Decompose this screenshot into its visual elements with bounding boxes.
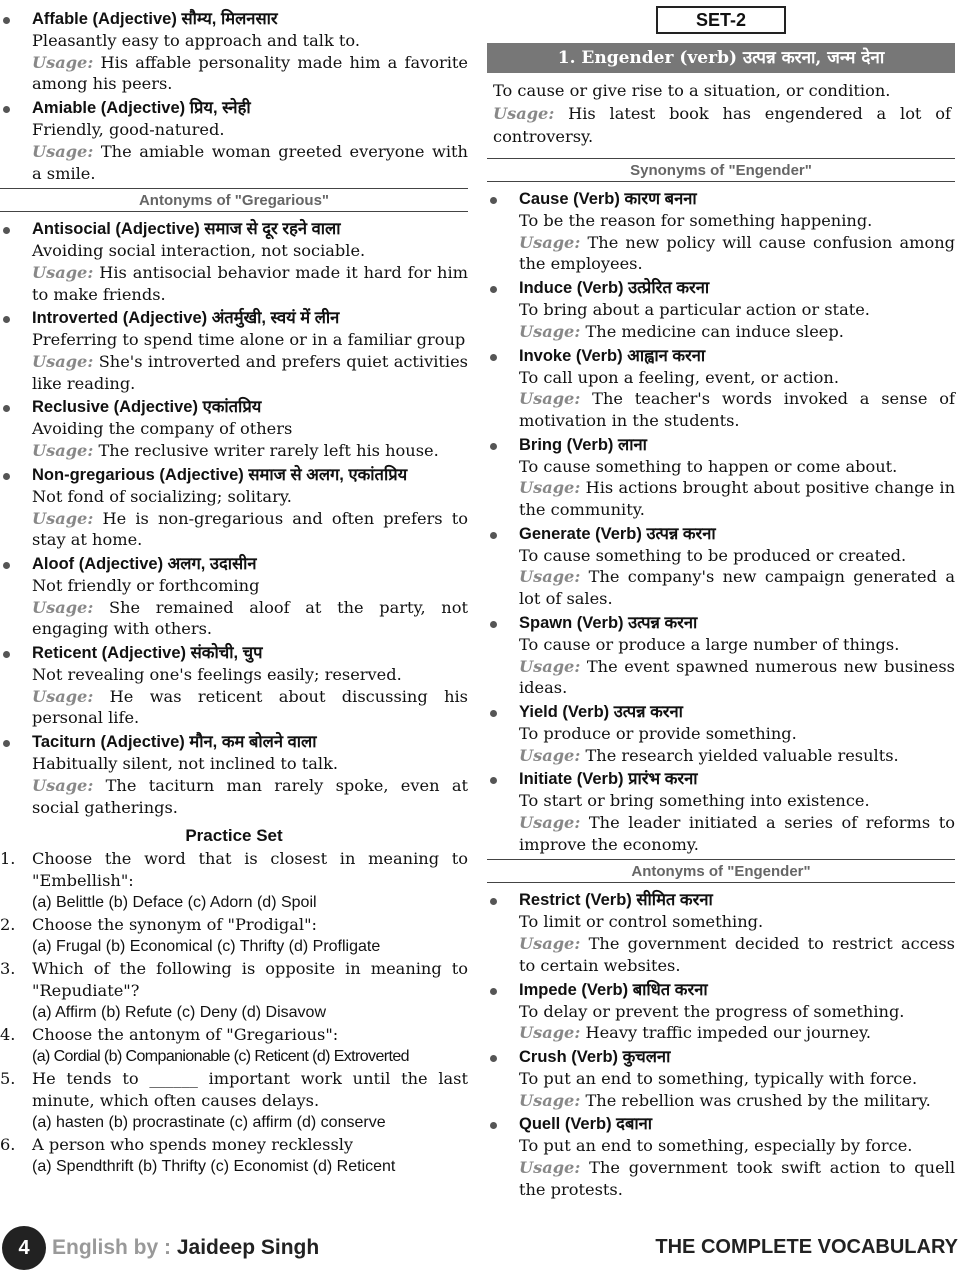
usage-label: Usage:: [519, 567, 581, 587]
entry-usage: [32, 351, 468, 394]
bullet-icon: [490, 621, 497, 628]
entry-definition: Not fond of socializing; solitary.: [32, 486, 292, 506]
footer-author: [52, 1236, 319, 1260]
word-entry: [487, 277, 955, 342]
entry-headword: Impede (Verb) बाधित करना: [519, 980, 708, 999]
usage-label: Usage:: [32, 52, 94, 72]
entry-definition: To call upon a feeling, event, or action.: [519, 367, 840, 387]
antonyms-gregarious-list: [0, 218, 468, 818]
question-number: 3.: [0, 959, 16, 979]
entry-usage-text: Heavy traffic impeded our journey.: [585, 1023, 872, 1043]
entry-headword: Amiable (Adjective) प्रिय, स्नेही: [32, 99, 251, 118]
word-entry: [487, 1113, 955, 1200]
entry-usage: [32, 440, 468, 462]
bullet-icon: [490, 1055, 497, 1062]
entry-usage: [519, 477, 955, 520]
entry-usage-text: His actions brought about positive change in the community.: [519, 478, 955, 520]
entry-headword: Invoke (Verb) आह्वान करना: [519, 346, 706, 365]
entry-definition: Not revealing one's feelings easily; reserved.: [32, 665, 402, 685]
usage-label: Usage:: [493, 104, 555, 123]
word-entry: [0, 396, 468, 461]
entry-usage: [519, 812, 955, 855]
bullet-icon: [3, 562, 10, 569]
entry-headword: Antisocial (Adjective) समाज से दूर रहने वाला: [32, 220, 341, 239]
practice-question: [0, 1024, 468, 1068]
usage-label: Usage:: [32, 352, 94, 372]
usage-label: Usage:: [519, 478, 581, 498]
word-entry: [0, 642, 468, 729]
footer-author-name: Jaideep Singh: [176, 1236, 320, 1259]
entry-definition: To limit or control something.: [519, 912, 764, 932]
antonyms-gregarious-title: Antonyms of "Gregarious": [0, 188, 468, 212]
entry-usage: [519, 1157, 955, 1200]
synonyms-engender-list: [487, 188, 955, 855]
bullet-icon: [3, 316, 10, 323]
antonyms-engender-title: Antonyms of "Engender": [487, 859, 955, 883]
entry-usage-text: He was reticent about discussing his personal life.: [32, 686, 468, 728]
bullet-icon: [490, 898, 497, 905]
entry-headword: Restrict (Verb) सीमित करना: [519, 891, 713, 910]
word-entry: [0, 218, 468, 305]
entry-usage-text: The taciturn man rarely spoke, even at social gatherings.: [32, 775, 468, 817]
question-options: (a) Affirm (b) Refute (c) Deny (d) Disavow: [32, 1004, 326, 1022]
entry-usage: [519, 745, 955, 767]
entry-definition: Friendly, good-natured.: [32, 120, 225, 140]
footer-book-title: THE COMPLETE VOCABULARY: [655, 1236, 958, 1258]
entry-usage-text: The teacher's words invoked a sense of motivation in the students.: [519, 389, 955, 430]
entry-usage: [32, 52, 468, 95]
bullet-icon: [3, 17, 10, 24]
left-column: [0, 0, 468, 1178]
bullet-icon: [3, 651, 10, 658]
entry-usage-text: The new policy will cause confusion among the employees.: [519, 232, 955, 274]
question-options: (a) Spendthrift (b) Thrifty (c) Economist (d) Reticent: [32, 1158, 396, 1176]
usage-label: Usage:: [519, 1158, 581, 1178]
entry-usage: [32, 262, 468, 305]
practice-question: [0, 1134, 468, 1178]
entry-usage-text: The government decided to restrict access to certain websites.: [519, 934, 955, 975]
bullet-icon: [490, 354, 497, 361]
right-column: [487, 0, 955, 1203]
entry-usage-text: The leader initiated a series of reforms to improve the economy.: [519, 813, 955, 854]
question-text: A person who spends money recklessly: [32, 1135, 354, 1155]
entry-headword: Generate (Verb) उत्पन्न करना: [519, 524, 716, 543]
entry-definition: Avoiding the company of others: [32, 419, 293, 439]
practice-question: [0, 848, 468, 914]
bullet-icon: [490, 197, 497, 204]
word-entry: [0, 8, 468, 95]
word-entry: [0, 553, 468, 640]
entry-definition: Avoiding social interaction, not sociable.: [32, 241, 366, 261]
question-text: Choose the antonym of "Gregarious":: [32, 1025, 339, 1045]
entry-usage-text: The company's new campaign generated a lot of sales.: [519, 567, 955, 609]
entry-usage-text: The event spawned numerous new business ideas.: [519, 656, 955, 698]
word-entry: [487, 889, 955, 976]
usage-label: Usage:: [519, 934, 581, 954]
question-number: 4.: [0, 1025, 16, 1045]
word-entry: [487, 434, 955, 521]
entry-headword: Aloof (Adjective) अलग, उदासीन: [32, 554, 257, 573]
entries-top: [0, 0, 468, 184]
entry-usage-text: His affable personality made him a favorite among his peers.: [32, 52, 468, 94]
entry-definition: To be the reason for something happening.: [519, 211, 873, 230]
entry-usage-text: The reclusive writer rarely left his house.: [98, 441, 439, 461]
bullet-icon: [3, 405, 10, 412]
entry-definition: To cause something to happen or come about.: [519, 456, 898, 476]
usage-label: Usage:: [519, 745, 581, 765]
entry-headword: Initiate (Verb) प्रारंभ करना: [519, 770, 698, 789]
entry-usage: [519, 566, 955, 609]
practice-question: [0, 914, 468, 958]
set-label: SET-2: [656, 6, 786, 34]
word-entry: [0, 97, 468, 184]
footer-prefix: English by :: [52, 1236, 177, 1259]
entry-definition: Habitually silent, not inclined to talk.: [32, 754, 339, 774]
page-number: 4: [2, 1226, 46, 1270]
entry-usage-text: The amiable woman greeted everyone with a smile.: [32, 141, 468, 183]
entry-headword: Spawn (Verb) उत्पन्न करना: [519, 613, 698, 632]
usage-label: Usage:: [519, 1090, 581, 1110]
entry-usage: [32, 775, 468, 818]
word-entry: [487, 345, 955, 432]
entry-usage: [519, 1090, 955, 1112]
bullet-icon: [490, 1122, 497, 1129]
entry-usage: [32, 141, 468, 184]
entry-headword: Cause (Verb) कारण बनना: [519, 190, 697, 208]
entry-definition: Not friendly or forthcoming: [32, 575, 260, 595]
entry-usage: [519, 321, 955, 343]
bullet-icon: [490, 286, 497, 293]
question-text: He tends to ______ important work until the last minute, which often causes delays.: [32, 1069, 468, 1111]
word-entry: [0, 731, 468, 818]
word-entry: [0, 307, 468, 394]
usage-label: Usage:: [519, 389, 581, 409]
question-number: 1.: [0, 849, 16, 869]
entry-usage-text: The research yielded valuable results.: [585, 745, 899, 765]
bullet-icon: [490, 710, 497, 717]
entry-definition: To cause something to be produced or created.: [519, 545, 907, 565]
word-entry: [487, 701, 955, 766]
question-text: Choose the synonym of "Prodigal":: [32, 915, 318, 935]
word-intro: [487, 73, 955, 148]
entry-usage-text: He is non-gregarious and often prefers to stay at home.: [32, 508, 468, 550]
entry-usage: [32, 508, 468, 551]
entry-usage: [32, 597, 468, 640]
entry-usage: [519, 656, 955, 699]
entry-definition: To produce or provide something.: [519, 723, 797, 743]
entry-headword: Crush (Verb) कुचलना: [519, 1047, 671, 1066]
intro-usage-text: His latest book has engendered a lot of controversy.: [493, 104, 951, 146]
entry-headword: Yield (Verb) उत्पन्न करना: [519, 702, 683, 721]
usage-label: Usage:: [32, 775, 94, 795]
usage-label: Usage:: [32, 597, 94, 617]
question-options: (a) Frugal (b) Economical (c) Thrifty (d) Profligate: [32, 938, 381, 956]
practice-questions: [0, 848, 468, 1178]
intro-usage: [493, 102, 951, 148]
word-heading: 1. Engender (verb) उत्पन्न करना, जन्म देना: [487, 43, 955, 73]
entry-headword: Introverted (Adjective) अंतर्मुखी, स्वयं में लीन: [32, 309, 340, 328]
word-entry: [487, 612, 955, 699]
question-options: (a) Cordial (b) Companionable (c) Reticent (d) Extroverted: [32, 1048, 409, 1066]
synonyms-engender-title: Synonyms of "Engender": [487, 158, 955, 182]
entry-headword: Bring (Verb) लाना: [519, 435, 647, 454]
entry-definition: To delay or prevent the progress of something.: [519, 1001, 905, 1021]
entry-usage-text: The medicine can induce sleep.: [585, 321, 844, 341]
entry-definition: To start or bring something into existence.: [519, 791, 870, 811]
question-number: 5.: [0, 1069, 16, 1089]
page-footer: [0, 1224, 960, 1274]
bullet-icon: [3, 473, 10, 480]
entry-definition: To put an end to something, typically with force.: [519, 1068, 918, 1088]
word-entry: [487, 523, 955, 610]
question-text: Which of the following is opposite in meaning to "Repudiate"?: [32, 959, 468, 1001]
entry-headword: Taciturn (Adjective) मौन, कम बोलने वाला: [32, 733, 317, 752]
bullet-icon: [490, 777, 497, 784]
antonyms-engender-list: [487, 889, 955, 1200]
entry-usage: [32, 686, 468, 729]
usage-label: Usage:: [519, 232, 581, 252]
usage-label: Usage:: [32, 686, 94, 706]
intro-definition: To cause or give rise to a situation, or condition.: [493, 81, 891, 100]
usage-label: Usage:: [32, 508, 94, 528]
practice-question: [0, 958, 468, 1024]
bullet-icon: [3, 740, 10, 747]
word-entry: [487, 1046, 955, 1111]
entry-headword: Quell (Verb) दबाना: [519, 1115, 653, 1134]
entry-usage-text: The rebellion was crushed by the military.: [585, 1090, 931, 1110]
word-entry: [487, 979, 955, 1044]
entry-definition: Preferring to spend time alone or in a familiar group: [32, 330, 466, 350]
entry-headword: Induce (Verb) उत्प्रेरित करना: [519, 279, 710, 298]
word-entry: [487, 768, 955, 855]
question-number: 6.: [0, 1135, 16, 1155]
question-options: (a) Belittle (b) Deface (c) Adorn (d) Spoil: [32, 894, 317, 912]
usage-label: Usage:: [32, 441, 94, 461]
entry-usage: [519, 232, 955, 275]
entry-usage: [519, 388, 955, 431]
entry-definition: To bring about a particular action or state.: [519, 300, 870, 320]
usage-label: Usage:: [519, 656, 581, 676]
word-entry: [0, 464, 468, 551]
usage-label: Usage:: [519, 813, 581, 833]
practice-set-title: Practice Set: [185, 826, 283, 846]
usage-label: Usage:: [519, 321, 581, 341]
entry-usage-text: His antisocial behavior made it hard for him to make friends.: [32, 262, 468, 304]
usage-label: Usage:: [32, 262, 94, 282]
entry-headword: Reclusive (Adjective) एकांतप्रिय: [32, 398, 262, 417]
usage-label: Usage:: [519, 1023, 581, 1043]
bullet-icon: [490, 988, 497, 995]
entry-usage: [519, 1022, 955, 1044]
entry-definition: To cause or produce a large number of things.: [519, 634, 900, 654]
entry-usage-text: The government took swift action to quell the protests.: [519, 1158, 955, 1199]
entry-headword: Affable (Adjective) सौम्य, मिलनसार: [32, 10, 278, 28]
bullet-icon: [490, 532, 497, 539]
entry-definition: To put an end to something, especially by force.: [519, 1136, 913, 1156]
question-options: (a) hasten (b) procrastinate (c) affirm (d) conserve: [32, 1114, 386, 1132]
entry-usage: [519, 933, 955, 976]
word-entry: [487, 188, 955, 275]
usage-label: Usage:: [32, 141, 94, 161]
practice-question: [0, 1068, 468, 1134]
entry-definition: Pleasantly easy to approach and talk to.: [32, 31, 361, 50]
entry-usage-text: She's introverted and prefers quiet activities like reading.: [32, 352, 468, 393]
bullet-icon: [3, 106, 10, 113]
question-text: Choose the word that is closest in meaning to "Embellish":: [32, 849, 468, 891]
entry-headword: Reticent (Adjective) संकोची, चुप: [32, 644, 263, 663]
entry-usage-text: She remained aloof at the party, not engaging with others.: [32, 597, 468, 639]
bullet-icon: [490, 443, 497, 450]
question-number: 2.: [0, 915, 16, 935]
entry-headword: Non-gregarious (Adjective) समाज से अलग, एकांतप्रिय: [32, 465, 408, 484]
bullet-icon: [3, 227, 10, 234]
